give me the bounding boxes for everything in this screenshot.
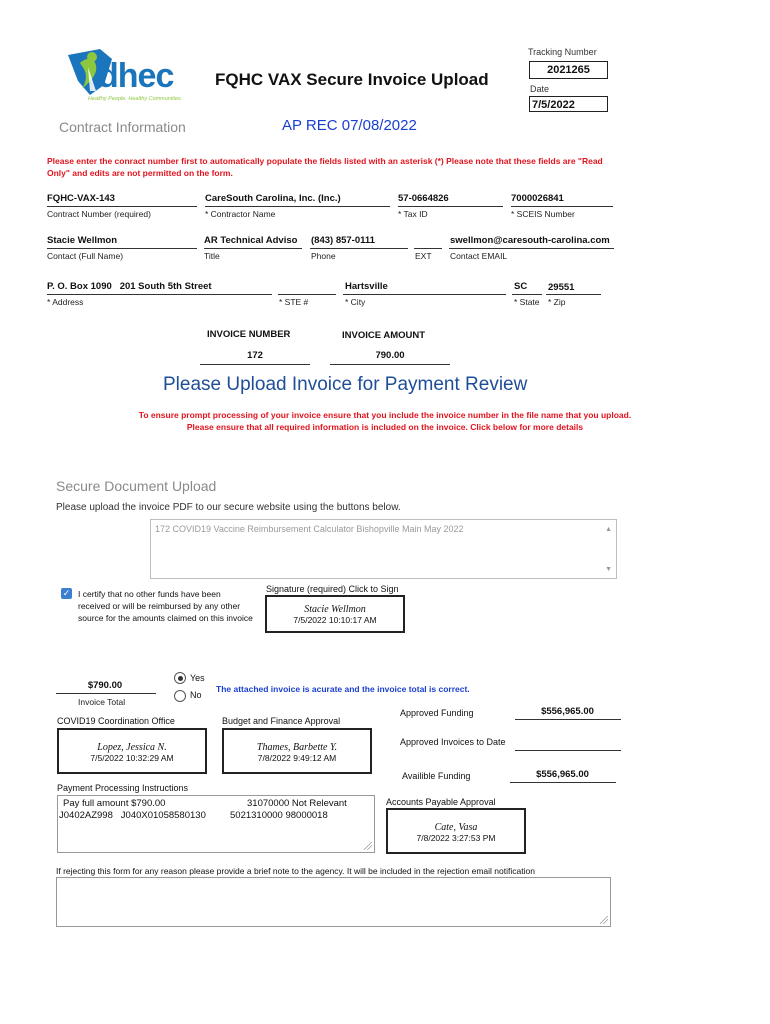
ap-signature-box[interactable]	[386, 808, 526, 854]
tax-id-value: 57-0664826	[398, 193, 449, 204]
invoice-amount-label: INVOICE AMOUNT	[342, 330, 426, 341]
payment-line1-left: Pay full amount $790.00	[63, 798, 166, 809]
city-value: Hartsville	[345, 281, 388, 292]
resize-grip-icon[interactable]	[600, 916, 608, 924]
signature-box[interactable]	[265, 595, 405, 633]
contract-number-value[interactable]: FQHC-VAX-143	[47, 193, 115, 204]
ap-rec-stamp: AP REC 07/08/2022	[282, 117, 417, 134]
secure-upload-instructions: Please upload the invoice PDF to our secure website using the buttons below.	[56, 502, 401, 513]
approved-invoices-label: Approved Invoices to Date	[400, 737, 506, 747]
budget-signature-box[interactable]	[222, 728, 372, 774]
ap-signature-name: Cate, Vasa	[434, 822, 478, 833]
covid-office-signature-name: Lopez, Jessica N.	[97, 742, 167, 753]
invoice-amount-value[interactable]: 790.00	[375, 350, 405, 361]
ext-label: EXT	[415, 251, 432, 261]
no-radio[interactable]	[174, 690, 186, 702]
budget-signature-date: 7/8/2022 9:49:12 AM	[257, 753, 337, 763]
yes-radio-label: Yes	[190, 673, 205, 683]
email-label: Contact EMAIL	[450, 251, 508, 261]
ap-signature-date: 7/8/2022 3:27:53 PM	[416, 833, 496, 843]
budget-signature-name: Thames, Barbette Y.	[256, 742, 338, 753]
uploaded-file-list[interactable]	[150, 519, 617, 579]
sceis-number-label: * SCEIS Number	[511, 209, 575, 219]
invoice-total-label: Invoice Total	[78, 697, 126, 707]
phone-label: Phone	[311, 251, 336, 261]
secure-upload-title: Secure Document Upload	[56, 478, 217, 494]
certify-text: I certify that no other funds have been received or will be reimbursed by any other source for the amounts claimed on this invoice	[78, 589, 253, 623]
signature-label: Signature (required) Click to Sign	[266, 584, 399, 594]
upload-notice-2: Please ensure that all required information is included on the invoice. Click below for more details	[186, 422, 584, 432]
payment-line1-right: 31070000 Not Relevant	[247, 798, 347, 809]
title-value[interactable]: AR Technical Adviso	[204, 235, 298, 246]
contractor-name-label: * Contractor Name	[205, 209, 276, 219]
title-label: Title	[204, 251, 220, 261]
city-label: * City	[345, 297, 366, 307]
certify-checkbox[interactable]: ✓	[62, 588, 71, 598]
upload-heading: Please Upload Invoice for Payment Review	[163, 374, 528, 395]
covid-office-label: COVID19 Coordination Office	[57, 716, 175, 726]
contractor-name-value: CareSouth Carolina, Inc. (Inc.)	[205, 193, 341, 204]
date-field[interactable]: 7/5/2022	[529, 96, 608, 112]
invoice-number-value[interactable]: 172	[247, 350, 263, 361]
tax-id-label: * Tax ID	[398, 209, 428, 219]
covid-office-signature-box[interactable]	[57, 728, 207, 774]
budget-approval-label: Budget and Finance Approval	[222, 716, 341, 726]
address-value: P. O. Box 1090 201 South 5th Street	[47, 281, 212, 292]
approved-funding-label: Approved Funding	[400, 708, 474, 718]
state-label: * State	[514, 297, 540, 307]
contract-notice: Please enter the conract number first to automatically populate the fields listed with an asterisk (*) Please note that these fields are "Read Only" and edits are not permitted on the form.	[47, 156, 603, 178]
email-value[interactable]: swellmon@caresouth-carolina.com	[450, 235, 610, 246]
invoice-number-label: INVOICE NUMBER	[207, 329, 291, 340]
payment-instructions-field[interactable]	[57, 795, 375, 853]
payment-line2-right: 5021310000 98000018	[230, 810, 328, 821]
sceis-number-value: 7000026841	[511, 193, 564, 204]
resize-grip-icon[interactable]	[364, 842, 372, 850]
signature-date: 7/5/2022 10:10:17 AM	[293, 615, 377, 625]
dhec-logo	[60, 45, 195, 107]
invoice-confirm-text: The attached invoice is acurate and the invoice total is correct.	[216, 684, 470, 694]
tracking-label: Tracking Number	[528, 47, 597, 57]
tracking-number-field[interactable]: 2021265	[529, 61, 608, 79]
state-value: SC	[514, 281, 528, 292]
zip-value: 29551	[548, 282, 575, 293]
uploaded-file-name[interactable]: 172 COVID19 Vaccine Reimbursement Calculator Bishopville Main May 2022	[155, 524, 464, 534]
available-funding-value[interactable]: $556,965.00	[536, 769, 589, 780]
available-funding-label: Availible Funding	[402, 771, 471, 781]
signature-name: Stacie Wellmon	[304, 604, 366, 615]
logo-text: dhec	[98, 57, 174, 95]
date-label: Date	[530, 84, 550, 94]
rejection-label: If rejecting this form for any reason please provide a brief note to the agency. It will be included in the rejection email notification	[56, 866, 535, 876]
no-radio-label: No	[190, 690, 202, 700]
contract-section-title: Contract Information	[59, 119, 186, 135]
ste-label: * STE #	[279, 297, 309, 307]
scroll-down-icon[interactable]: ▼	[605, 566, 612, 573]
ap-approval-label: Accounts Payable Approval	[386, 797, 496, 807]
covid-office-signature-date: 7/5/2022 10:32:29 AM	[90, 753, 174, 763]
payment-line2-left: J0402AZ998 J040X01058580130	[59, 810, 206, 821]
address-label: * Address	[47, 297, 84, 307]
scroll-up-icon[interactable]: ▲	[605, 526, 612, 533]
yes-radio[interactable]	[174, 672, 186, 684]
contact-name-label: Contact (Full Name)	[47, 251, 124, 261]
payment-instructions-label: Payment Processing Instructions	[57, 783, 189, 793]
page-title: FQHC VAX Secure Invoice Upload	[215, 70, 489, 89]
contract-number-label: Contract Number (required)	[47, 209, 151, 219]
phone-value[interactable]: (843) 857-0111	[311, 235, 375, 246]
logo-tagline: Healthy People. Healthy Communities.	[88, 96, 183, 102]
upload-notice-1: To ensure prompt processing of your invoice ensure that you include the invoice number in the file name that you upload.	[138, 410, 632, 420]
rejection-note-field[interactable]	[56, 877, 611, 927]
zip-label: * Zip	[548, 297, 566, 307]
contact-name-value[interactable]: Stacie Wellmon	[47, 235, 118, 246]
approved-funding-value[interactable]: $556,965.00	[541, 706, 594, 717]
invoice-total-value[interactable]: $790.00	[87, 680, 123, 691]
